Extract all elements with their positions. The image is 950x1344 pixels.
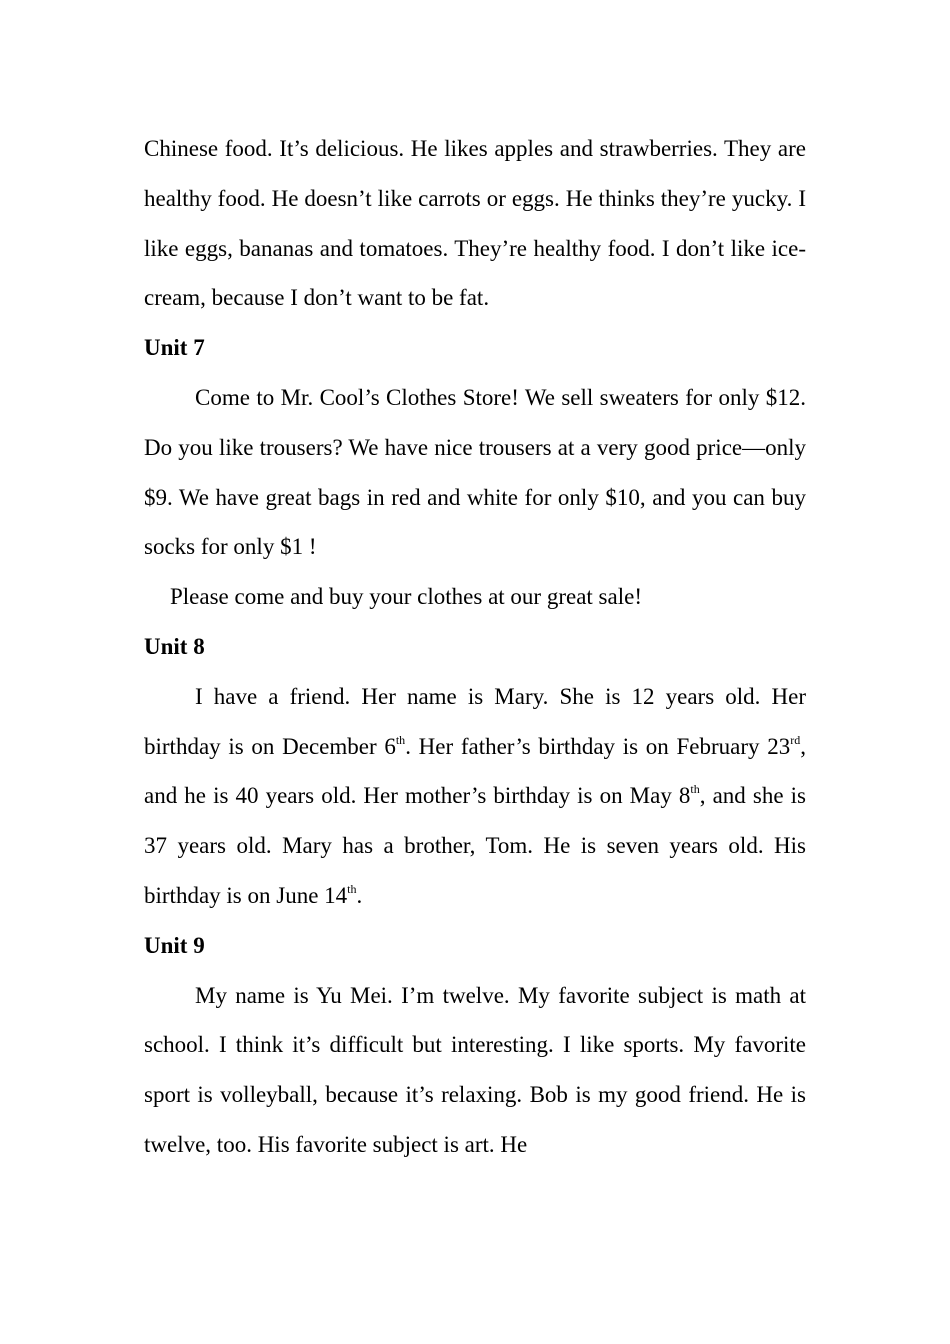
unit8-text-2: . Her father’s birthday is on February 23 (405, 733, 791, 759)
unit8-paragraph (144, 672, 806, 921)
unit8-text-3: , and he is 40 years old. Her mother’s birthday is on May 8 (144, 733, 806, 809)
continuation-paragraph: Chinese food. It’s delicious. He likes apples and strawberries. They are healthy food. He doesn’t like carrots or eggs. He thinks they’re yucky. I like eggs, bananas and tomatoes. They’re healthy food. I don’t like ice-cream, because I don’t want to be fat. (144, 136, 806, 311)
unit8-text-4: , and she is 37 years old. Mary has a brother, Tom. He is seven years old. His birthday is on June 14 (144, 783, 806, 908)
unit8-title: Unit 8 (144, 633, 205, 659)
unit8-text-1: I have a friend. Her name is Mary. She is 12 years old. Her birthday is on December 6 (144, 683, 806, 759)
ordinal-suffix: th (395, 732, 406, 747)
unit7-closing-line: Please come and buy your clothes at our great sale! (170, 584, 642, 610)
unit9-title: Unit 9 (144, 932, 205, 958)
document-page (144, 124, 806, 1170)
ordinal-suffix: rd (790, 732, 801, 747)
unit9-paragraph: My name is Yu Mei. I’m twelve. My favorite subject is math at school. I think it’s difficult but interesting. I like sports. My favorite sport is volleyball, because it’s relaxing. Bob is my good friend. He is twelve, too. His favorite subject is art. He (144, 982, 806, 1157)
ordinal-suffix: th (347, 881, 357, 896)
unit8-text-5: . (356, 882, 363, 908)
ordinal-suffix: th (690, 782, 700, 797)
unit7-paragraph: Come to Mr. Cool’s Clothes Store! We sell sweaters for only $12. Do you like trousers? We have nice trousers at a very good price—only $9. We have great bags in red and white for only $10, and you can buy socks for only $1 ! (144, 384, 806, 560)
unit7-title: Unit 7 (144, 335, 205, 361)
